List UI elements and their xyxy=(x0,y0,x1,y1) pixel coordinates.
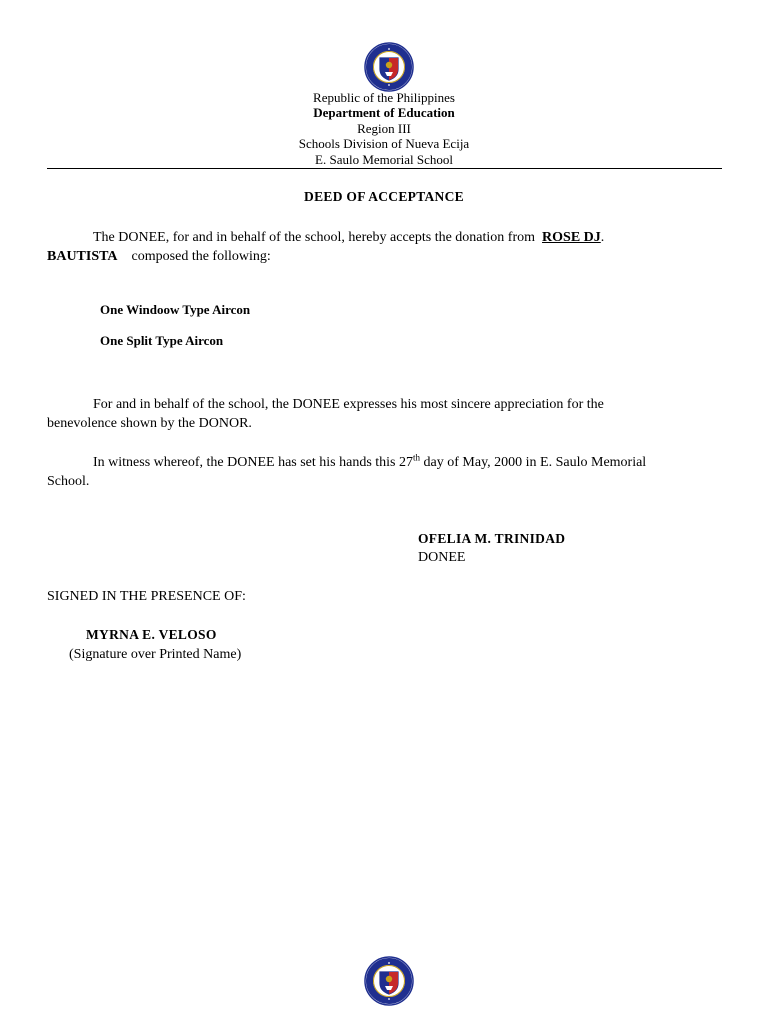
acceptance-paragraph xyxy=(93,228,604,247)
appreciation-line2: benevolence shown by the DONOR. xyxy=(47,416,252,431)
witness-after-day: day of May, 2000 in E. Saulo Memorial xyxy=(420,455,647,470)
witness-line1 xyxy=(93,453,646,472)
deped-seal-top-icon xyxy=(364,42,414,92)
list-item: One Windoow Type Aircon xyxy=(100,302,251,317)
appreciation-line1: For and in behalf of the school, the DONEE expresses his most sincere appreciation for the xyxy=(93,397,604,412)
header-republic: Republic of the Philippines xyxy=(313,90,455,105)
deped-seal-bottom-icon xyxy=(364,956,414,1006)
header-school: E. Saulo Memorial School xyxy=(315,152,453,167)
witness-line2: School. xyxy=(47,474,90,489)
presence-label: SIGNED IN THE PRESENCE OF: xyxy=(47,589,246,604)
header-region: Region III xyxy=(357,121,411,136)
header-divider xyxy=(47,168,722,169)
acceptance-paragraph-line2 xyxy=(47,247,271,266)
document-title: DEED OF ACCEPTANCE xyxy=(304,189,464,204)
header-division: Schools Division of Nueva Ecija xyxy=(298,136,470,151)
signature-caption: (Signature over Printed Name) xyxy=(69,647,242,662)
header-department: Department of Education xyxy=(313,105,455,120)
donor-period: . xyxy=(600,230,605,245)
witness-before-day: In witness whereof, the DONEE has set his hands this 27 xyxy=(93,455,414,470)
donor-first-name: ROSE DJ xyxy=(542,230,601,245)
acceptance-intro: The DONEE, for and in behalf of the school, hereby accepts the donation from xyxy=(93,230,536,245)
day-ordinal-suffix: th xyxy=(413,452,421,463)
witness-name: MYRNA E. VELOSO xyxy=(86,627,217,642)
donee-role: DONEE xyxy=(418,550,466,565)
donee-name: OFELIA M. TRINIDAD xyxy=(418,531,566,546)
acceptance-composed: composed the following: xyxy=(131,249,271,264)
list-item: One Split Type Aircon xyxy=(100,333,224,348)
donor-last-name: BAUTISTA xyxy=(47,249,118,264)
